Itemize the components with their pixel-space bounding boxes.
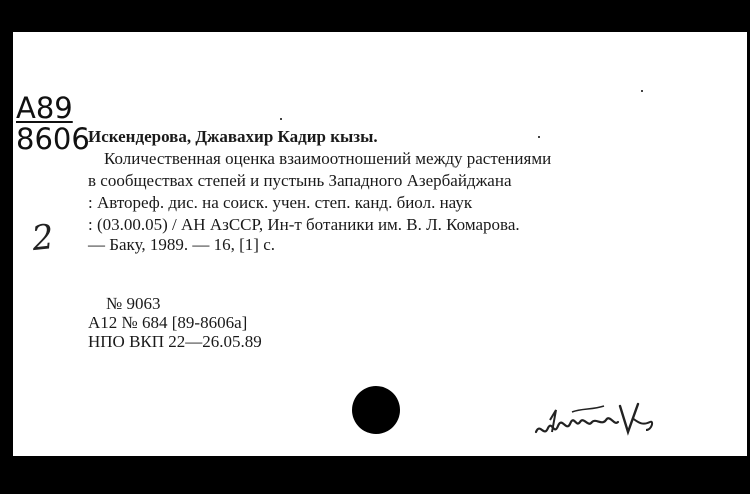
speck [641,90,643,92]
description-line-4: : (03.00.05) / АН АзССР, Ин-т ботаники им. В. Л. Комарова. [88,215,520,234]
speck [538,136,540,138]
registration-code: НПО ВКП 22—26.05.89 [88,332,262,351]
description-line-1: Количественная оценка взаимоотношений между растениями [104,149,552,168]
signature-image [532,392,658,446]
description-line-3: : Автореф. дис. на соиск. учен. степ. канд. биол. наук [88,193,473,212]
accession-code: А12 № 684 [89-8606а] [88,313,248,332]
record-number: № 9063 [106,294,161,313]
handwritten-mark: 2 [29,216,56,260]
shelf-mark-bottom: 8606 [16,122,90,156]
description-line-5: — Баку, 1989. — 16, [1] с. [88,235,275,254]
description-line-2: в сообществах степей и пустынь Западного Азербайджана [88,171,512,190]
punch-hole [352,386,400,434]
speck [280,118,282,120]
author-heading: Искендерова, Джавахир Кадир кызы. [88,127,378,146]
shelf-mark-top: А89 [16,91,73,125]
